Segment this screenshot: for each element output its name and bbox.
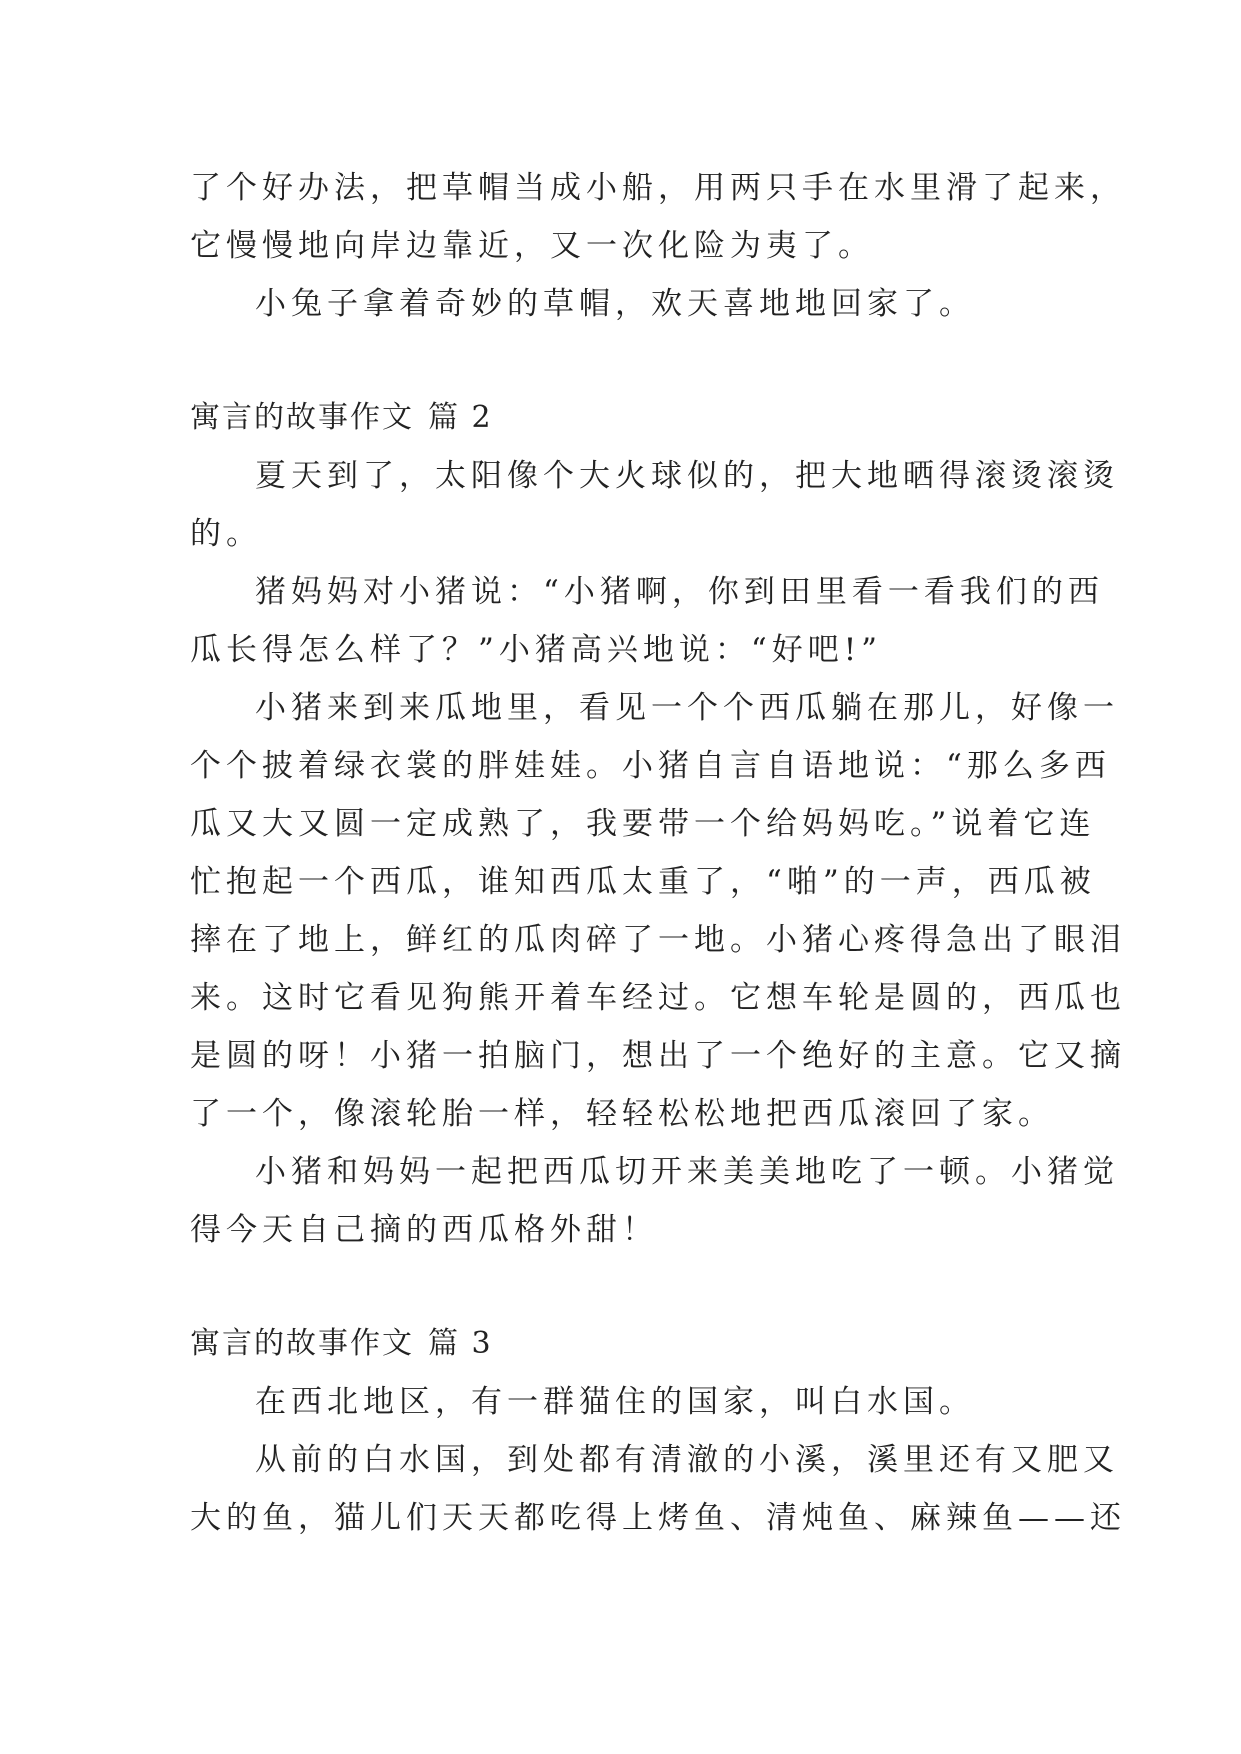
section-number: 篇 2: [428, 400, 493, 435]
paragraph-line: 它慢慢地向岸边靠近，又一次化险为夷了。: [190, 228, 874, 264]
paragraph-line: 摔在了地上，鲜红的瓜肉碎了一地。小猪心疼得急出了眼泪: [190, 922, 1126, 958]
paragraph-line: 在西北地区，有一群猫住的国家，叫白水国。: [255, 1384, 975, 1420]
paragraph-line: 忙抱起一个西瓜，谁知西瓜太重了，“啪”的一声，西瓜被: [190, 864, 1096, 900]
section-title: 寓言的故事作文: [190, 400, 414, 435]
paragraph-line: 瓜又大又圆一定成熟了，我要带一个给妈妈吃。”说着它连: [190, 806, 1096, 842]
paragraph-line: 大的鱼，猫儿们天天都吃得上烤鱼、清炖鱼、麻辣鱼——还: [190, 1500, 1126, 1536]
paragraph-line: 了个好办法，把草帽当成小船，用两只手在水里滑了起来，: [190, 170, 1126, 206]
paragraph-line: 得今天自己摘的西瓜格外甜！: [190, 1212, 658, 1248]
paragraph-line: 个个披着绿衣裳的胖娃娃。小猪自言自语地说：“那么多西: [190, 748, 1111, 784]
paragraph-line: 夏天到了，太阳像个大火球似的，把大地晒得滚烫滚烫: [255, 458, 1119, 494]
section-number: 篇 3: [428, 1326, 493, 1361]
paragraph-line: 了一个，像滚轮胎一样，轻轻松松地把西瓜滚回了家。: [190, 1096, 1054, 1132]
paragraph-line: 瓜长得怎么样了？”小猪高兴地说：“好吧!”: [190, 632, 883, 668]
paragraph-line: 小兔子拿着奇妙的草帽，欢天喜地地回家了。: [255, 286, 975, 322]
paragraph-line: 小猪和妈妈一起把西瓜切开来美美地吃了一顿。小猪觉: [255, 1154, 1119, 1190]
paragraph-line: 从前的白水国，到处都有清澈的小溪，溪里还有又肥又: [255, 1442, 1119, 1478]
paragraph-line: 是圆的呀！小猪一拍脑门，想出了一个绝好的主意。它又摘: [190, 1038, 1126, 1074]
section-heading: [190, 398, 493, 438]
section-heading: [190, 1324, 493, 1364]
paragraph-line: 猪妈妈对小猪说：“小猪啊，你到田里看一看我们的西: [255, 574, 1104, 610]
paragraph-line: 小猪来到来瓜地里，看见一个个西瓜躺在那儿，好像一: [255, 690, 1119, 726]
section-title: 寓言的故事作文: [190, 1326, 414, 1361]
paragraph-line: 的。: [190, 516, 262, 552]
paragraph-line: 来。这时它看见狗熊开着车经过。它想车轮是圆的，西瓜也: [190, 980, 1126, 1016]
